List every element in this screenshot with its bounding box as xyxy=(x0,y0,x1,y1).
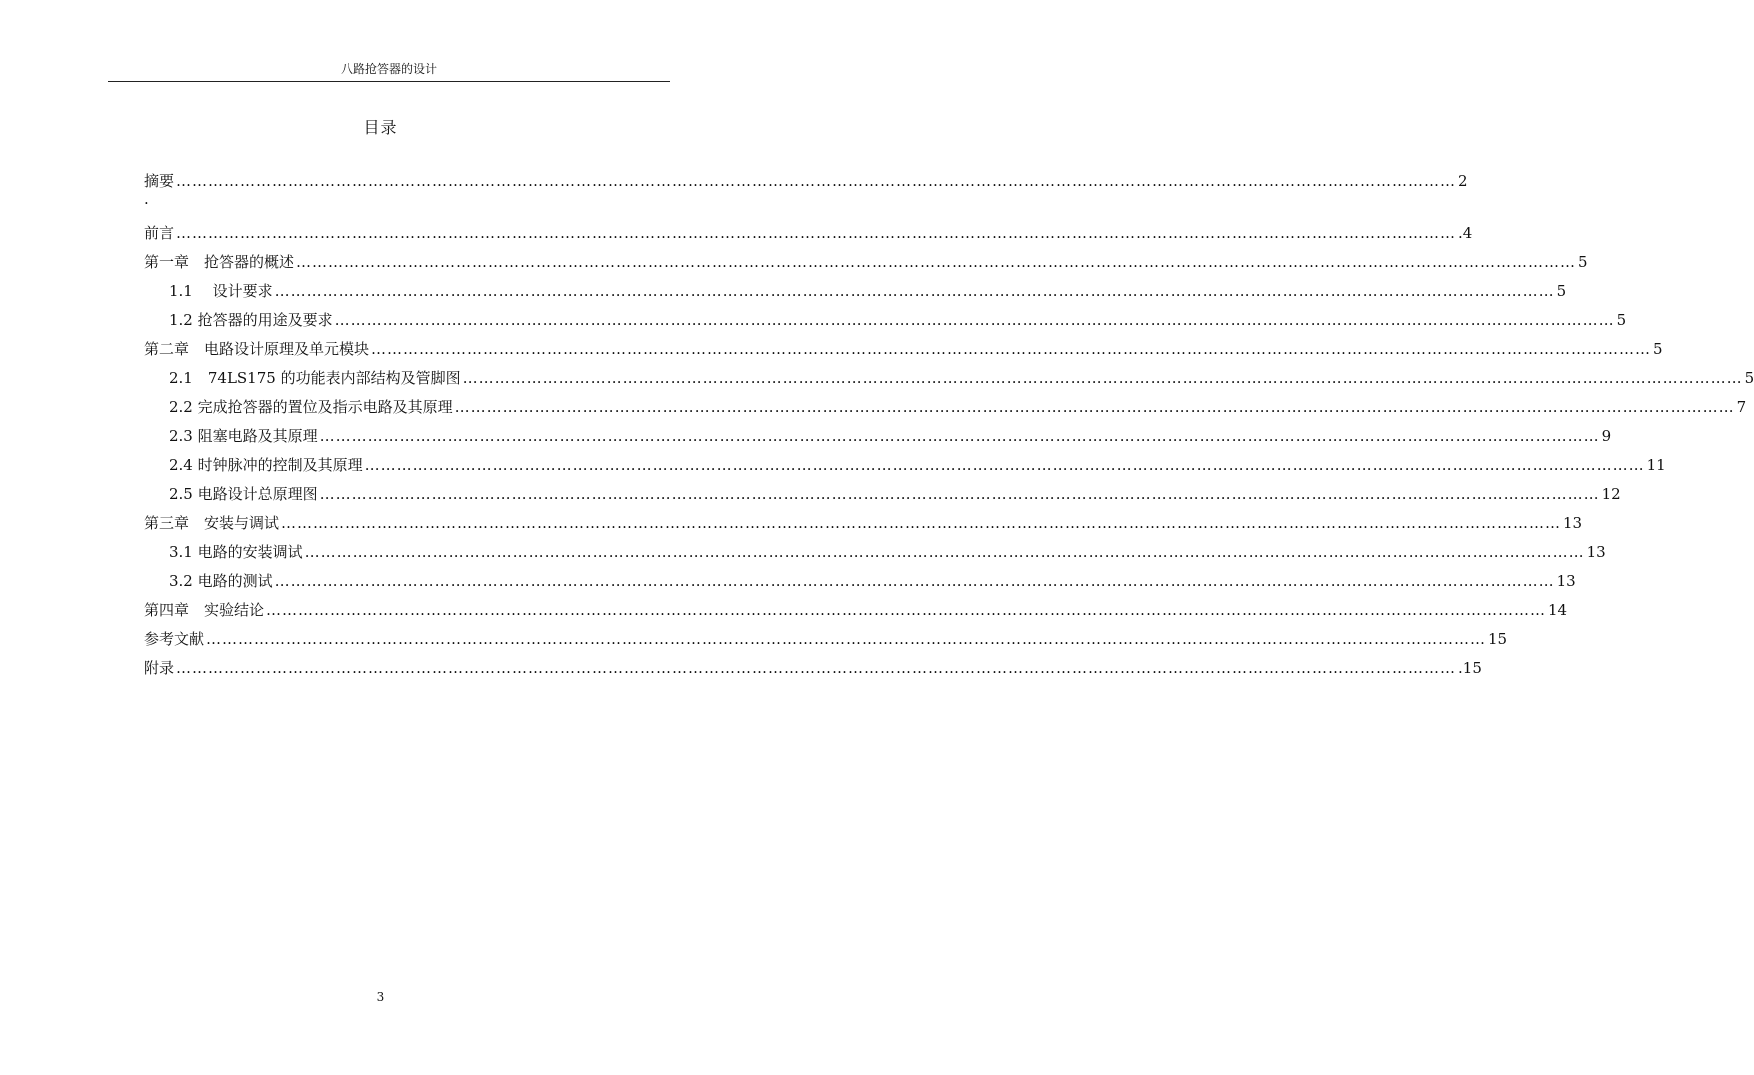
toc-leader-dots: …………………………………………………………………………………………………………………………………………………………………………………………………………………… xyxy=(454,398,1735,416)
toc-entry-page: 9 xyxy=(1601,427,1612,445)
toc-leader-dots: …………………………………………………………………………………………………………………………………………………………………………………………………………………… xyxy=(176,659,1457,677)
toc-leader-dots: …………………………………………………………………………………………………………………………………………………………………………………………………………………… xyxy=(334,311,1615,329)
toc-entry-label: 第二章 电路设计原理及单元模块 xyxy=(144,340,370,358)
toc-entry-page: .4 xyxy=(1458,224,1473,242)
toc-leader-dots: …………………………………………………………………………………………………………………………………………………………………………………………………………………… xyxy=(462,369,1743,387)
toc-entry-label: 3.1 电路的安装调试 xyxy=(169,543,303,561)
toc-entry[interactable] xyxy=(144,170,1468,194)
table-of-contents xyxy=(144,170,1754,686)
toc-entry-page: 12 xyxy=(1601,485,1621,503)
page-header xyxy=(108,58,670,82)
toc-entry-page: 2 xyxy=(1458,172,1468,190)
page-number: 3 xyxy=(376,990,385,1004)
toc-entry[interactable] xyxy=(144,251,1588,280)
toc-entry-page: 7 xyxy=(1736,398,1747,416)
toc-entry[interactable] xyxy=(144,657,1482,686)
toc-entry-page: 13 xyxy=(1586,543,1606,561)
toc-leader-dots: …………………………………………………………………………………………………………………………………………………………………………………………………………………… xyxy=(364,456,1645,474)
toc-entry[interactable] xyxy=(144,396,1747,425)
toc-entry-page: 5 xyxy=(1653,340,1663,358)
toc-entry-page: .15 xyxy=(1458,659,1482,677)
toc-entry-label: 附录 xyxy=(144,659,175,677)
toc-entry-page: 5 xyxy=(1744,369,1754,387)
toc-entry-label: 参考文献 xyxy=(144,630,205,648)
toc-entry-page: 14 xyxy=(1548,601,1568,619)
toc-leader-dots: …………………………………………………………………………………………………………………………………………………………………………………………………………………… xyxy=(274,282,1555,300)
toc-entry-page: 15 xyxy=(1488,630,1508,648)
toc-entry-label: 2.5 电路设计总原理图 xyxy=(169,485,318,503)
toc-entry[interactable] xyxy=(144,628,1508,657)
toc-entry[interactable] xyxy=(144,309,1627,338)
toc-leader-dots: …………………………………………………………………………………………………………………………………………………………………………………………………………………… xyxy=(304,543,1585,561)
toc-entry-label: 1.2 抢答器的用途及要求 xyxy=(169,311,333,329)
toc-leader-dots: …………………………………………………………………………………………………………………………………………………………………………………………………………………… xyxy=(281,514,1562,532)
toc-entry-label: 2.1 74LS175 的功能表内部结构及管脚图 xyxy=(169,369,461,387)
header-title: 八路抢答器的设计 xyxy=(340,62,437,76)
toc-entry-label: 3.2 电路的测试 xyxy=(169,572,273,590)
toc-entry[interactable] xyxy=(144,367,1754,396)
toc-title: 目录 xyxy=(363,118,398,137)
toc-entry-label: 摘要 xyxy=(144,172,175,190)
toc-entry-label: 2.2 完成抢答器的置位及指示电路及其原理 xyxy=(169,398,453,416)
toc-leader-dots: …………………………………………………………………………………………………………………………………………………………………………………………………………………… xyxy=(274,572,1555,590)
toc-leader-dots: …………………………………………………………………………………………………………………………………………………………………………………………………………………… xyxy=(176,224,1457,242)
toc-entry[interactable] xyxy=(144,425,1612,454)
toc-entry-page: 13 xyxy=(1556,572,1576,590)
toc-leader-dots: …………………………………………………………………………………………………………………………………………………………………………………………………………………… xyxy=(319,485,1600,503)
toc-entry-label: 第三章 安装与调试 xyxy=(144,514,280,532)
toc-entry[interactable] xyxy=(144,222,1473,251)
toc-entry[interactable] xyxy=(144,454,1666,483)
stray-mark: . xyxy=(144,190,149,208)
toc-leader-dots: …………………………………………………………………………………………………………………………………………………………………………………………………………………… xyxy=(319,427,1600,445)
toc-leader-dots: …………………………………………………………………………………………………………………………………………………………………………………………………………………… xyxy=(176,172,1457,190)
toc-entry[interactable] xyxy=(144,570,1576,599)
toc-entry-page: 5 xyxy=(1578,253,1588,271)
toc-entry-page: 13 xyxy=(1563,514,1583,532)
toc-entry-page: 5 xyxy=(1616,311,1627,329)
toc-entry[interactable] xyxy=(144,599,1568,628)
toc-entry[interactable] xyxy=(144,541,1606,570)
toc-entry-label: 1.1 设计要求 xyxy=(169,282,273,300)
toc-entry-label: 第四章 实验结论 xyxy=(144,601,265,619)
toc-entry[interactable] xyxy=(144,483,1621,512)
toc-entry-page: 11 xyxy=(1646,456,1666,474)
toc-entry[interactable] xyxy=(144,338,1663,367)
toc-leader-dots: …………………………………………………………………………………………………………………………………………………………………………………………………………………… xyxy=(296,253,1577,271)
toc-leader-dots: …………………………………………………………………………………………………………………………………………………………………………………………………………………… xyxy=(206,630,1487,648)
toc-entry[interactable] xyxy=(144,512,1583,541)
toc-entry-label: 第一章 抢答器的概述 xyxy=(144,253,295,271)
toc-entry-page: 5 xyxy=(1556,282,1567,300)
toc-leader-dots: …………………………………………………………………………………………………………………………………………………………………………………………………………………… xyxy=(371,340,1652,358)
toc-entry-label: 2.3 阻塞电路及其原理 xyxy=(169,427,318,445)
toc-entry[interactable] xyxy=(144,280,1567,309)
toc-leader-dots: …………………………………………………………………………………………………………………………………………………………………………………………………………………… xyxy=(266,601,1547,619)
toc-entry-label: 前言 xyxy=(144,224,175,242)
toc-entry-label: 2.4 时钟脉冲的控制及其原理 xyxy=(169,456,363,474)
